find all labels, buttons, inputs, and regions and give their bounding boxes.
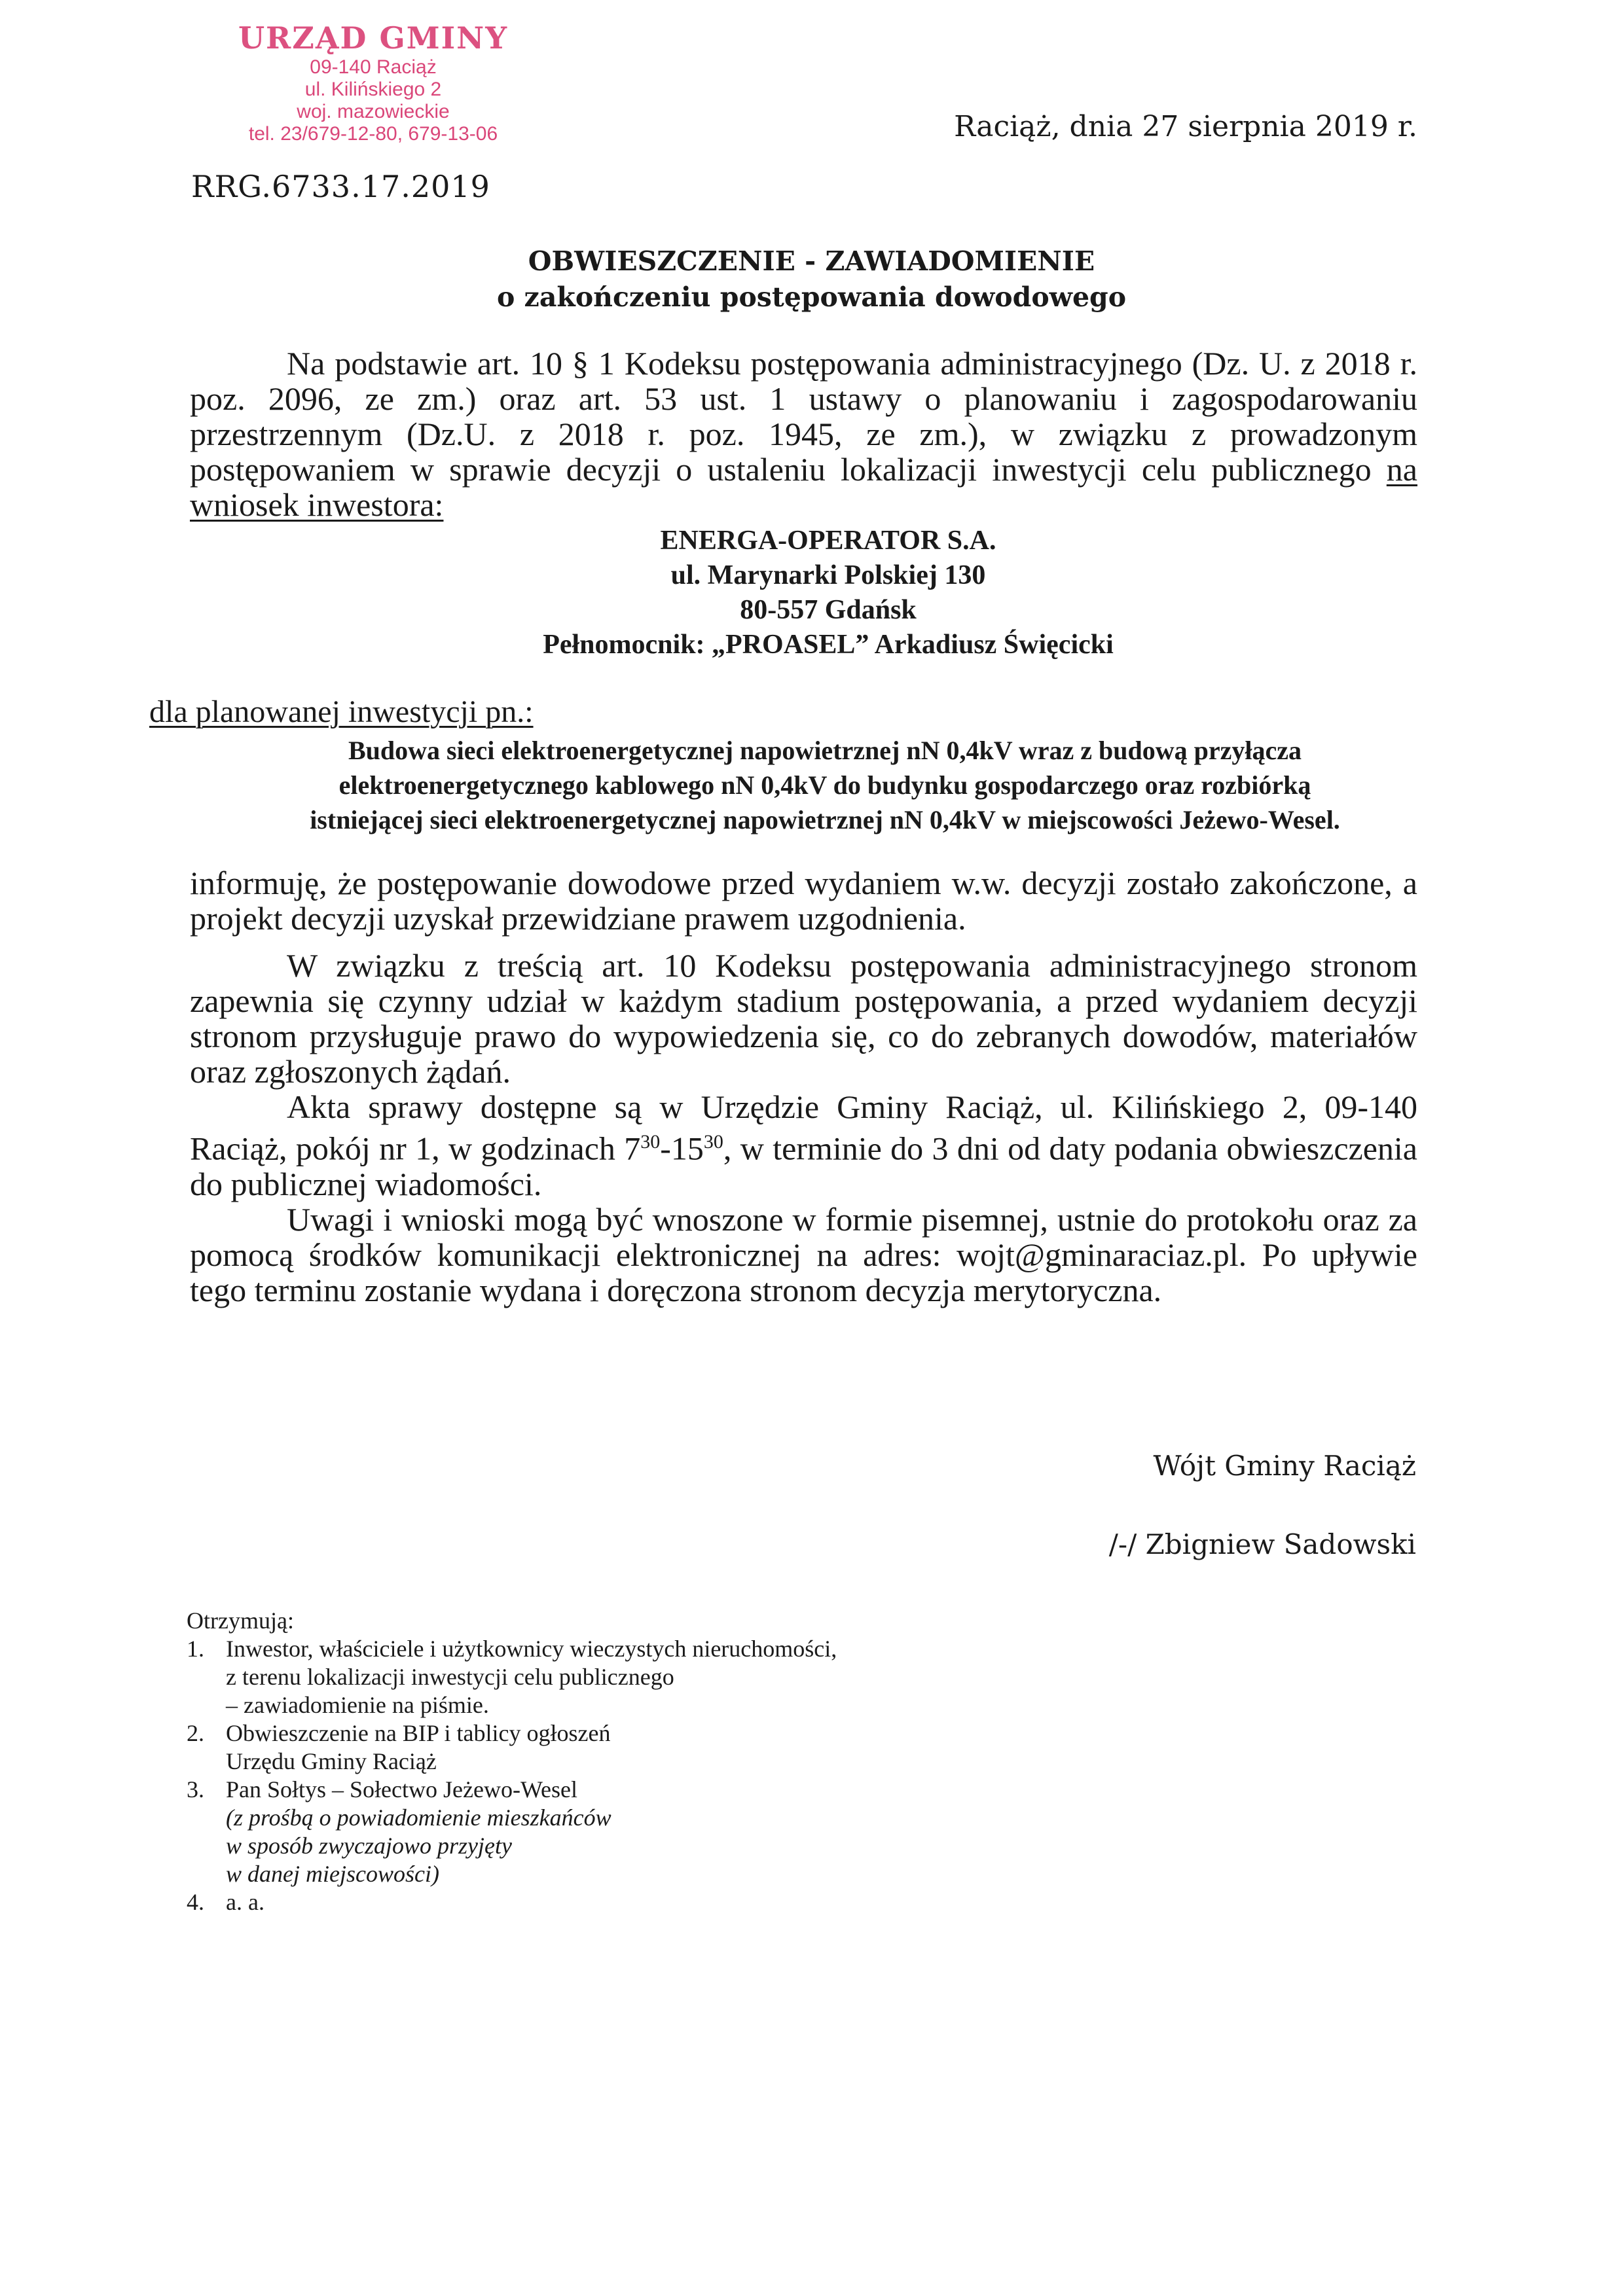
investor-name: ENERGA-OPERATOR S.A. (660, 526, 996, 556)
paragraph-conclusion: informuję, że postępowanie dowodowe przed wydaniem w.w. decyzji zostało zakończone, a projekt decyzji uzyskał przewidziane prawem uzgodnienia. (190, 865, 1417, 937)
project-line: istniejącej sieci elektroenergetycznej napowietrznej nN 0,4kV w miejscowości Jeżewo-Wesel. (310, 805, 1340, 834)
recipient-item: 2. Obwieszczenie na BIP i tablicy ogłoszeń Urzędu Gminy Raciąż (187, 1720, 611, 1774)
project-description (196, 733, 1453, 837)
signature-name: /-/ Zbigniew Sadowski (1108, 1528, 1416, 1560)
intro-text: Na podstawie art. 10 § 1 Kodeksu postępowania administracyjnego (Dz. U. z 2018 r. poz. 2096, ze zm.) oraz art. 53 ust. 1 ustawy o planowaniu i zagospodarowaniu przestrzennym (Dz.U. z 2018 r. poz. 1945, ze zm.), w związku z prowadzonym postępowaniem w sprawie decyzji o ustaleniu lokalizacji inwestycji celu publicznego (190, 345, 1417, 488)
stamp-line: ul. Kilińskiego 2 (304, 79, 442, 100)
recipients-heading: Otrzymują: (187, 1607, 294, 1634)
investor-street: ul. Marynarki Polskiej 130 (670, 560, 986, 590)
recipient-item: 4. a. a. (187, 1889, 264, 1915)
stamp-line: tel. 23/679-12-80, 679-13-06 (248, 123, 498, 145)
stamp-line: 09-140 Raciąż (310, 56, 437, 78)
project-label: dla planowanej inwestycji pn.: (149, 694, 534, 729)
recipients-list (187, 1607, 837, 1916)
recipient-item: 1. Inwestor, właściciele i użytkownicy wieczystych nieruchomości, z terenu lokalizacji inwestycji celu publicznego – zawiadomienie na piśmie. (187, 1636, 837, 1718)
paragraph-comments: Uwagi i wnioski mogą być wnoszone w formie pisemnej, ustnie do protokołu oraz za pomocą środków komunikacji elektronicznej na adres: wojt@gminaraciaz.pl. Po upływie tego terminu zostanie wydana i doręczona stronom decyzja merytoryczna. (190, 1200, 1417, 1308)
project-line: elektroenergetycznego kablowego nN 0,4kV do budynku gospodarczego oraz rozbiórką (338, 770, 1311, 800)
recipient-item: 3. Pan Sołtys – Sołectwo Jeżewo-Wesel (z prośbą o powiadomienie mieszkańców w sposób zwyczajowo przyjęty w danej miejscowości) (187, 1776, 611, 1887)
signature-role: Wójt Gminy Raciąż (1153, 1450, 1416, 1482)
stamp-line: woj. mazowieckie (297, 101, 450, 122)
project-line: Budowa sieci elektroenergetycznej napowietrznej nN 0,4kV wraz z budową przyłącza (348, 736, 1302, 765)
office-stamp (216, 20, 530, 145)
stamp-title: URZĄD GMINY (238, 20, 509, 56)
investor-proxy: Pełnomocnik: „PROASEL” Arkadiusz Święcicki (543, 630, 1114, 660)
intro-paragraph (190, 346, 1417, 522)
document-subtitle: o zakończeniu postępowania dowodowego (496, 281, 1127, 313)
document-title: OBWIESZCZENIE - ZAWIADOMIENIE (528, 245, 1095, 277)
investor-block (0, 524, 1623, 662)
paragraph-files: Akta sprawy dostępne są w Urzędzie Gminy Raciąż, ul. Kilińskiego 2, 09-140 Raciąż, pokój nr 1, w godzinach $7^{30}-15^{30}$, w terminie do 3 dni od daty podania obwieszczenia do publicznej wiadomości. (190, 1088, 1417, 1202)
paragraph-rights: W związku z treścią art. 10 Kodeksu postępowania administracyjnego stronom zapewnia się czynny udział w każdym stadium postępowania, a przed wydaniem decyzji stronom przysługuje prawo do wypowiedzenia się, co do zebranych dowodów, materiałów oraz zgłoszonych żądań. (190, 947, 1417, 1090)
investor-city: 80-557 Gdańsk (740, 595, 917, 625)
case-reference: RRG.6733.17.2019 (191, 169, 490, 204)
intro-underlined: na wniosek inwestora: (190, 451, 1417, 523)
main-paragraphs (190, 865, 1417, 1308)
place-date: Raciąż, dnia 27 sierpnia 2019 r. (954, 110, 1417, 143)
